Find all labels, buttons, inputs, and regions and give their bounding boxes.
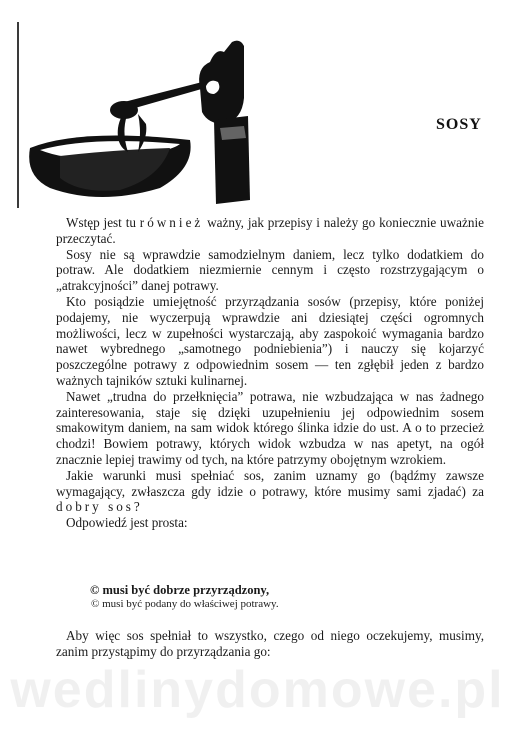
section-title: SOSY <box>436 116 482 133</box>
gravy-boat-illustration <box>20 28 250 218</box>
sauce-rules <box>90 583 420 611</box>
paragraph: Sosy nie są wprawdzie samodzielnym daniem, lecz tylko dodatkiem do potraw. Ale dodatkiem niezmiernie cennym i często rozstrzygającym o „atrakcyjności” danej potrawy. <box>56 246 484 294</box>
paragraph: Aby więc sos spełniał to wszystko, czego od niego oczekujemy, musimy, zanim przystąpimy do przyrządzania go: <box>56 628 484 659</box>
closing-text <box>56 628 484 660</box>
paragraph: Nawet „trudna do przełknięcia” potrawa, nie wzbudzająca w nas żadnego zainteresowania, staje się dzięki uzupełnieniu jej odpowiednim sosem smakowitym daniem, na sam widok którego ślinka idzie do ust. A o to przecież chodzi! Bowiem potrawy, których widok wzbudza w nas apetyt, na ogół znacznie lepiej trawimy od tych, na które patrzymy obojętnym wzrokiem. <box>56 388 484 467</box>
paragraph: Odpowiedź jest prosta: <box>66 515 188 531</box>
paragraph: Wstęp jest tu również ważny, jak przepisy i należy go koniecznie uważnie przeczytać. <box>56 215 484 246</box>
paragraph: Jakie warunki musi spełniać sos, zanim uznamy go (bądźmy zawsze wymagający, zwłaszcza gdy idzie o potrawy, które musimy sami zjadać) za dobry sos? <box>56 467 484 515</box>
rule-item: © musi być podany do właściwej potrawy. <box>91 598 279 610</box>
paragraph: Kto posiądzie umiejętność przyrządzania sosów (przepisy, które poniżej podajemy, nie wyczerpują wprawdzie ani dziesiątej części ogromnych możliwości, lecz w zupełności wystarczają, aby zaspokoić wymagania bardzo nawet wybrednego „samotnego podniebienia”) i nauczy się kojarzyć poszczególne potrawy z odpowiednim sosem — ten zgłębił jeden z bardzo ważnych tajników sztuki kulinarnej. <box>56 293 484 388</box>
margin-rule <box>17 22 19 208</box>
intro-text <box>56 215 484 531</box>
watermark: wedlinydomowe.pl <box>10 661 505 719</box>
rule-item: © musi być dobrze przyrządzony, <box>90 583 270 597</box>
